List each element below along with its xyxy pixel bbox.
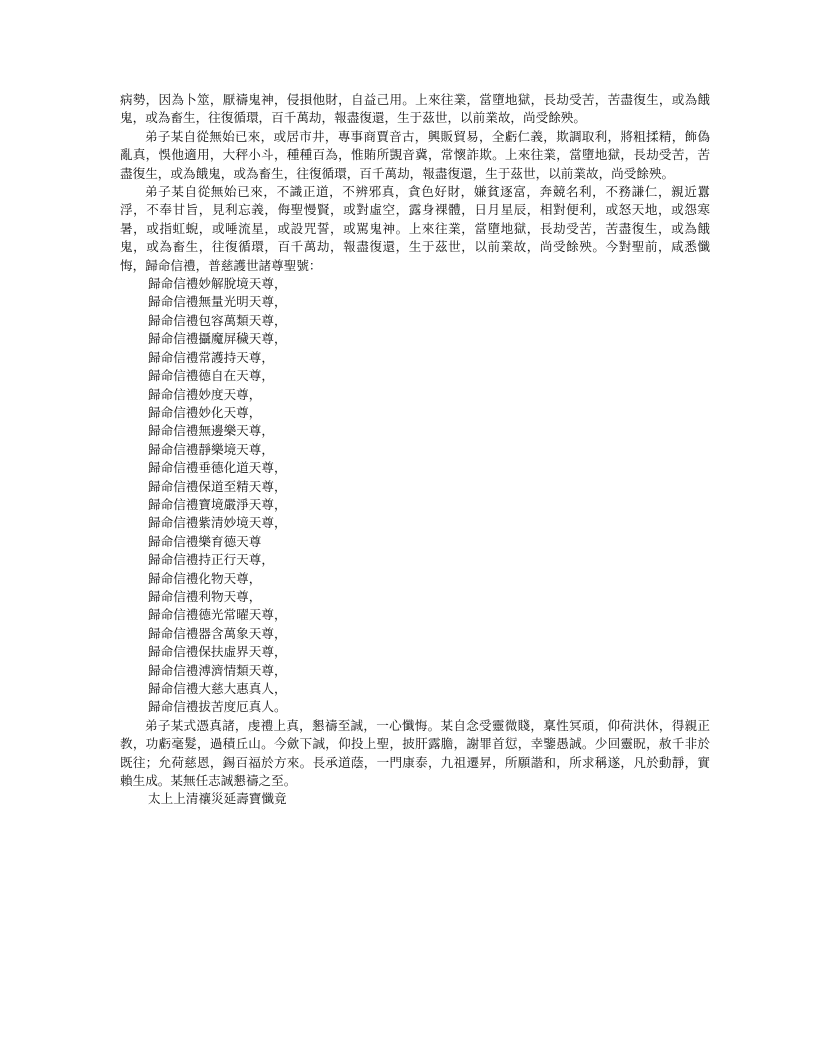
invocation-line: 歸命信禮持正行天尊， — [148, 552, 274, 568]
invocation-line: 歸命信禮利物天尊， — [148, 588, 262, 604]
paragraph-3: 弟子某自從無始已來，不識正道，不辨邪真，貪色好財，嫌貧逐富，奔競名利，不務謙仁，親近囂浮，不奉甘旨，見利忘義，侮聖慢賢，或對虛空，露身裸體，日月星辰，相對便利，或怒天地，或怨寒暑，或指虹蜺，或唾流星，或設咒誓，或駡鬼神。上來往業，當墮地獄，長劫受苦，苦盡復生，或為餓鬼，或為畜生，往復循環，百千萬劫，報盡復還，生于茲世，以前業故，尚受餘殃。今對聖前，咸悉懺悔，歸命信禮，普慈護世諸尊聖號： — [120, 184, 710, 273]
invocation-line: 歸命信禮紫清妙境天尊， — [148, 515, 287, 531]
invocation-line: 歸命信禮包容萬類天尊， — [148, 312, 287, 328]
invocation-line: 歸命信禮大慈大惠真人， — [148, 681, 287, 696]
invocation-line: 歸命信禮垂德化道天尊， — [148, 460, 287, 476]
invocation-line: 歸命信禮保扶虛界天尊， — [148, 644, 287, 660]
invocation-line: 歸命信禮化物天尊， — [148, 570, 262, 586]
invocation-line: 歸命信禮常護持天尊， — [148, 349, 274, 365]
document-page — [120, 91, 710, 809]
invocation-line: 歸命信禮器含萬象天尊， — [148, 625, 287, 641]
invocation-line: 歸命信禮靜樂境天尊， — [148, 441, 274, 457]
invocation-list — [120, 275, 710, 717]
invocation-line: 歸命信禮保道至精天尊， — [148, 478, 287, 494]
invocation-line: 歸命信禮妙解脫境天尊， — [148, 276, 287, 292]
paragraph-1: 病勢，因為卜筮，厭禱鬼神，侵損他財，自益己用。上來往業，當墮地獄，長劫受苦，苦盡復生，或為餓鬼，或為畜生，往復循環，百千萬劫，報盡復還，生于茲世，以前業故，尚受餘殃。 — [120, 92, 710, 126]
paragraph-4: 弟子某式憑真諸，虔禮上真，懇禱至誠，一心懺悔。某自念受靈微賤，稟性冥頑，仰荷洪休，得親正教，功虧毫髮，過積丘山。今歛下誠，仰投上聖，披肝露膽，謝罪首愆，幸鑒愚誠。少回靈眖，赦千非於既往；允荷慈恩，錫百福於方來。長承道蔭，一門康泰，九祖遷昇，所願諧和，所求稱遂，凡於動靜，實賴生成。某無任志誠懇禱之至。 — [120, 717, 710, 789]
invocation-line: 歸命信禮攝魔屏穢天尊， — [148, 331, 287, 347]
invocation-line: 歸命信禮無邊樂天尊， — [148, 423, 274, 439]
invocation-line: 歸命信禮妙度天尊， — [148, 386, 262, 402]
paragraph-2: 弟子某自從無始已來，或居市井，專事商賈音古，興販貿易，全虧仁義，欺調取利，將粗揉精，飾偽亂真，悞他適用，大秤小斗，種種百為，惟賄所覬音冀，常懷詐欺。上來往業，當墮地獄，長劫受苦，苦盡復生，或為餓鬼，或為畜生，往復循環，百千萬劫，報盡復還，生于茲世，以前業故，尚受餘殃。 — [120, 128, 710, 181]
invocation-line: 歸命信禮妙化天尊， — [148, 404, 262, 420]
invocation-line: 歸命信禮樂育德天尊 — [148, 533, 262, 549]
invocation-line: 歸命信禮拔苦度厄真人。 — [148, 699, 287, 715]
invocation-line: 歸命信禮寶境嚴淨天尊， — [148, 496, 287, 512]
invocation-line: 歸命信禮德自在天尊， — [148, 368, 274, 384]
invocation-line: 歸命信禮溥濟情類天尊， — [148, 662, 287, 678]
invocation-line: 歸命信禮無量光明天尊， — [148, 294, 287, 310]
invocation-line: 歸命信禮德光常曜天尊， — [148, 607, 287, 623]
closing-line: 太上上清禳災延壽寶懺竟 — [148, 791, 287, 807]
